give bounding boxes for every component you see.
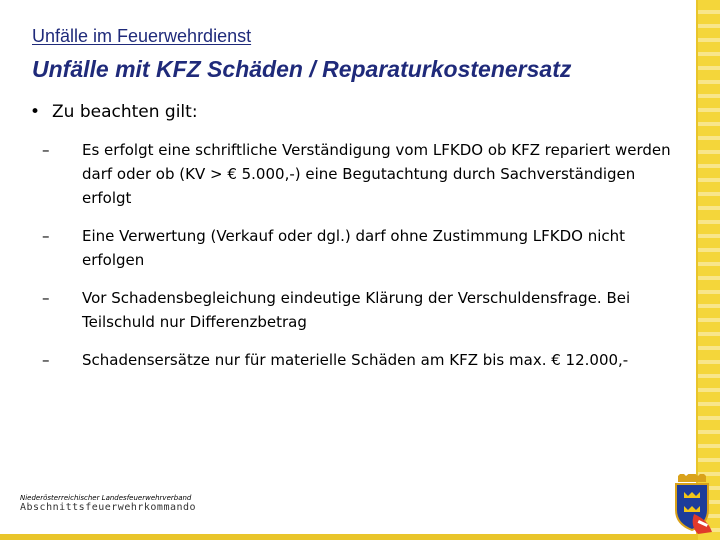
decorative-bottom-band — [0, 534, 698, 540]
dash-icon: – — [42, 141, 50, 159]
dash-icon: – — [42, 227, 50, 245]
bullet-icon: • — [30, 102, 41, 122]
dash-icon: – — [42, 351, 50, 369]
sub-item-text: Eine Verwertung (Verkauf oder dgl.) darf ohne Zustimmung LFKDO nicht erfolgen — [82, 227, 626, 269]
sub-item-text: Vor Schadensbegleichung eindeutige Klärung der Verschuldensfrage. Bei Teilschuld nur Differenzbetrag — [82, 289, 631, 331]
sub-item-1 — [42, 138, 680, 210]
main-bullet-text: Zu beachten gilt: — [52, 102, 198, 122]
slide-content — [30, 102, 680, 386]
footer-command: Abschnittsfeuerwehrkommando — [20, 502, 197, 513]
section-breadcrumb: Unfälle im Feuerwehrdienst — [32, 26, 252, 46]
footer — [20, 494, 196, 513]
sub-item-3 — [42, 286, 680, 334]
coat-of-arms-icon — [668, 474, 716, 536]
sub-item-2 — [42, 224, 680, 272]
decorative-side-stripe — [696, 0, 720, 540]
sub-item-text: Es erfolgt eine schriftliche Verständigung vom LFKDO ob KFZ repariert werden darf oder ob (KV > € 5.000,-) eine Begutachtung durch Sachverständigen erfolgt — [82, 141, 671, 207]
dash-icon: – — [42, 289, 50, 307]
main-bullet — [30, 102, 680, 122]
slide-title: Unfälle mit KFZ Schäden / Reparaturkostenersatz — [32, 56, 572, 82]
sub-item-text: Schadensersätze nur für materielle Schäden am KFZ bis max. € 12.000,- — [82, 351, 629, 369]
sub-item-4 — [42, 348, 680, 372]
footer-organization: Niederösterreichischer Landesfeuerwehrverband — [20, 494, 192, 502]
